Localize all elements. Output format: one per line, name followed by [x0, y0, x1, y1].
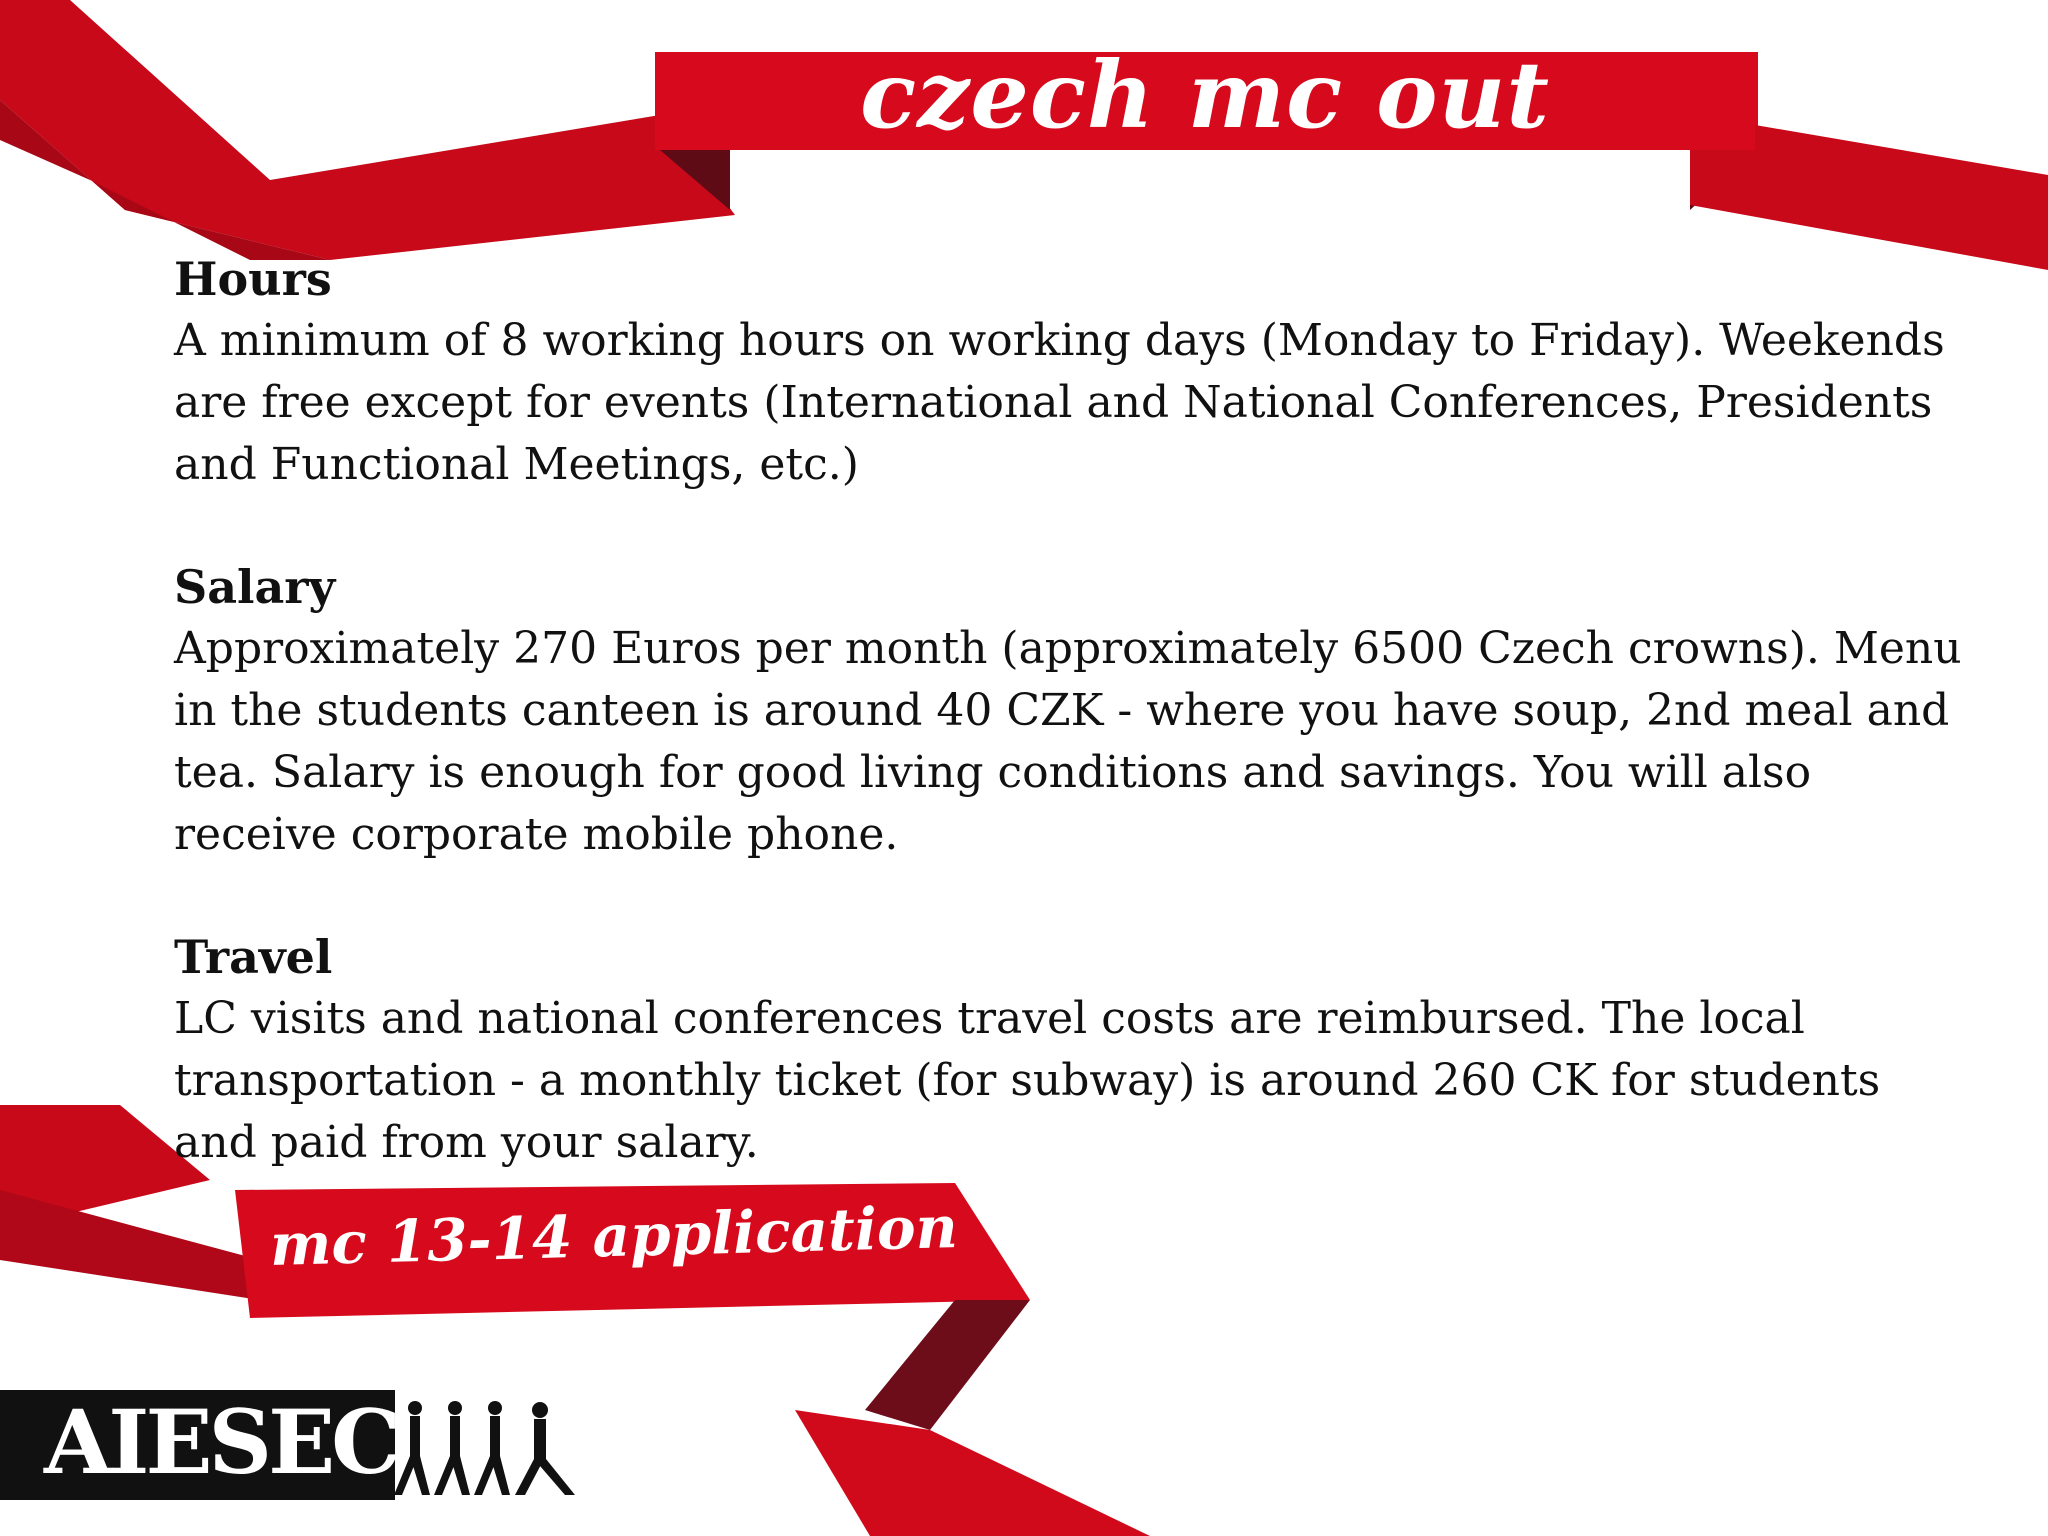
section-hours: [174, 248, 1974, 496]
section-body: LC visits and national conferences travel costs are reimbursed. The local transportation - a monthly ticket (for subway) is around 260 CK for students and paid from your salary.: [174, 993, 1881, 1168]
banner-title: czech mc out: [860, 41, 1550, 149]
main-content: [174, 248, 1974, 1234]
section-salary: [174, 556, 1974, 866]
section-heading: Travel: [174, 930, 333, 984]
section-heading: Salary: [174, 560, 336, 614]
section-heading: Hours: [174, 252, 332, 306]
walking-people-icon: [394, 1401, 575, 1495]
section-body: Approximately 270 Euros per month (approximately 6500 Czech crowns). Menu in the students canteen is around 40 CZK - where you have soup, 2nd meal and tea. Salary is enough for good living conditions and savings. You will also receive corporate mobile phone.: [174, 623, 1962, 860]
aiesec-logo: [0, 1390, 600, 1500]
banner-subtitle: mc 13-14 application form: [269, 1193, 959, 1379]
logo-text: AIESEC: [44, 1390, 398, 1494]
section-body: A minimum of 8 working hours on working days (Monday to Friday). Weekends are free except for events (International and National Conferences, Presidents and Functional Meetings, etc.): [174, 315, 1945, 490]
section-travel: [174, 926, 1974, 1174]
